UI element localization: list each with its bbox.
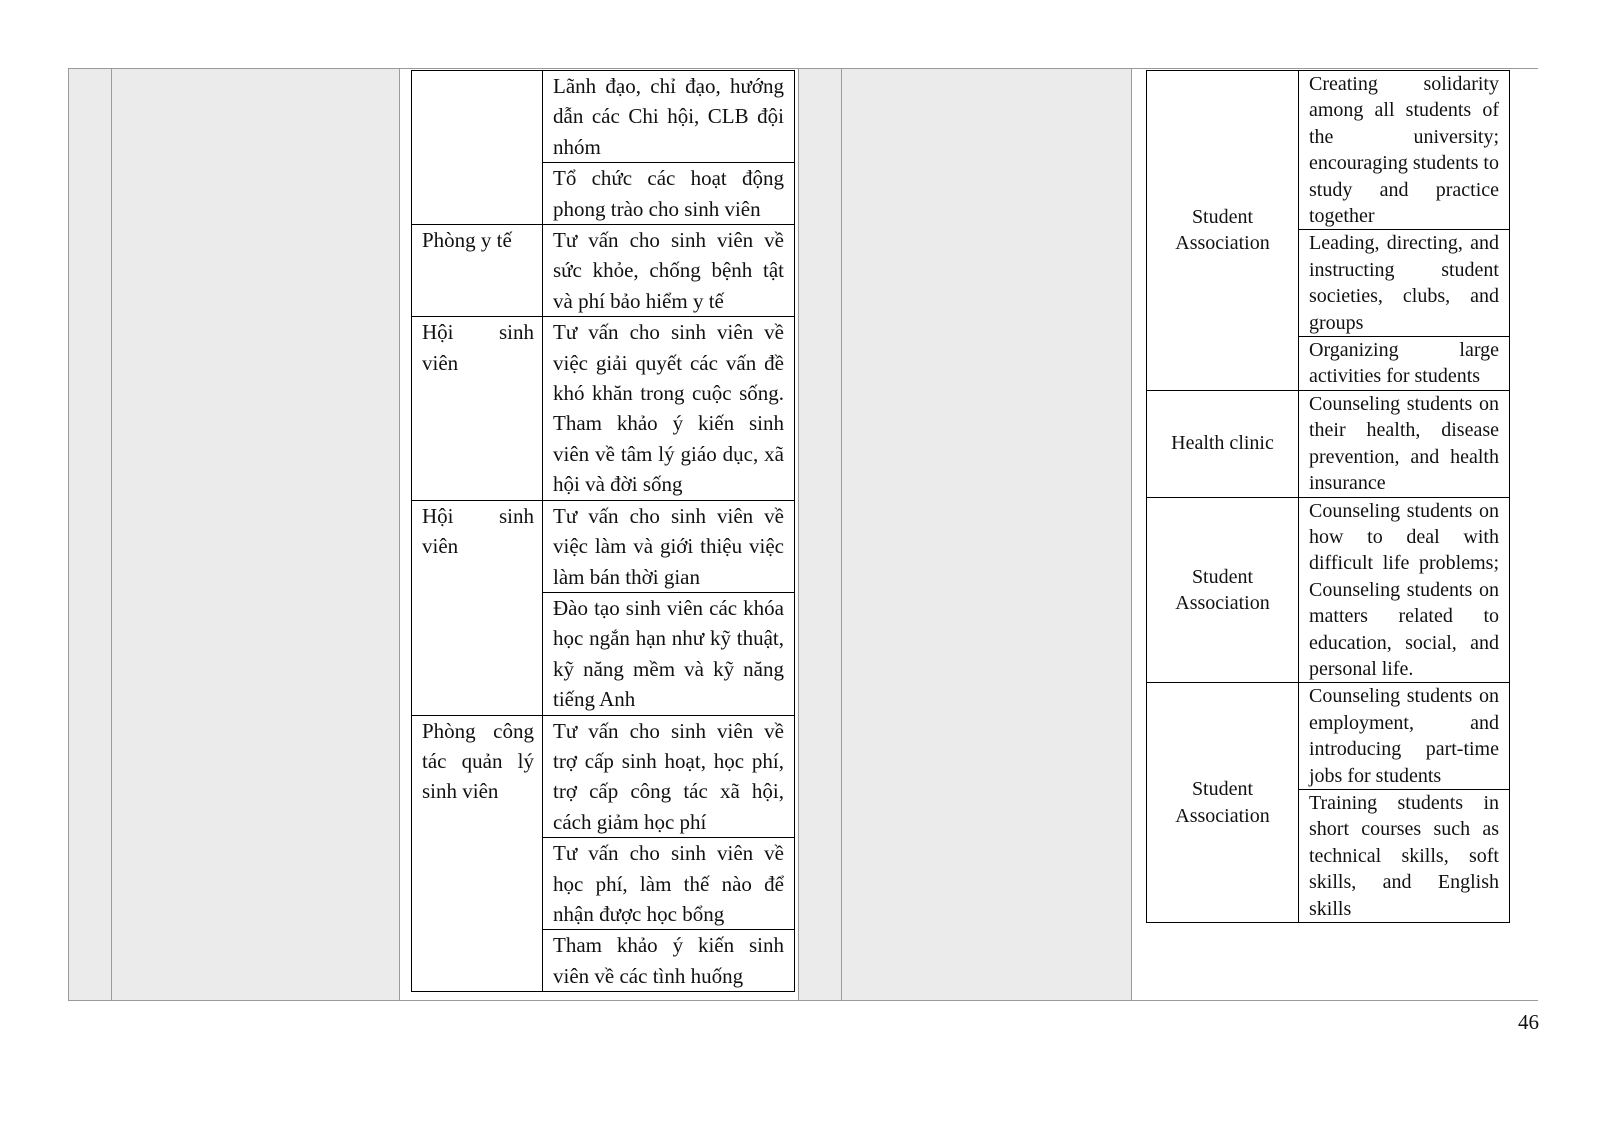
- office-cell: Phòng công tác quản lý sinh viên: [412, 715, 543, 992]
- table-row: [412, 500, 795, 592]
- service-cell: Đào tạo sinh viên các khóa học ngắn hạn như kỹ thuật, kỹ năng mềm và kỹ năng tiếng Anh: [543, 592, 795, 715]
- table-row: [412, 71, 795, 163]
- service-cell: Counseling students on how to deal with difficult life problems; Counseling students on matters related to education, social, and personal life.: [1299, 497, 1510, 683]
- service-cell: Tư vấn cho sinh viên về việc giải quyết các vấn đề khó khăn trong cuộc sống. Tham khảo ý kiến sinh viên về tâm lý giáo dục, xã hội và đời sống: [543, 317, 795, 500]
- office-cell: Student Association: [1147, 497, 1299, 683]
- office-cell: Hội sinh viên: [412, 317, 543, 500]
- service-cell: Organizing large activities for students: [1299, 337, 1510, 391]
- service-cell: Leading, directing, and instructing student societies, clubs, and groups: [1299, 230, 1510, 337]
- service-cell: Counseling students on their health, disease prevention, and health insurance: [1299, 390, 1510, 497]
- table-row: [412, 715, 795, 838]
- grey-column: [842, 69, 1131, 1000]
- service-cell: Tư vấn cho sinh viên về học phí, làm thế nào để nhận được học bổng: [543, 838, 795, 930]
- table-row: [412, 317, 795, 500]
- english-services-table: [1146, 70, 1510, 923]
- table-row: [412, 225, 795, 317]
- page-number: 46: [1518, 1010, 1539, 1034]
- service-cell: Counseling students on employment, and introducing part-time jobs for students: [1299, 683, 1510, 790]
- table-row: [1147, 683, 1510, 790]
- service-cell: Training students in short courses such as technical skills, soft skills, and English skills: [1299, 789, 1510, 922]
- service-cell: Tư vấn cho sinh viên về sức khỏe, chống bệnh tật và phí bảo hiểm y tế: [543, 225, 795, 317]
- office-cell: Student Association: [1147, 71, 1299, 391]
- office-cell: Student Association: [1147, 683, 1299, 923]
- vietnamese-services-table: [411, 70, 795, 992]
- service-cell: Tư vấn cho sinh viên về trợ cấp sinh hoạt, học phí, trợ cấp công tác xã hội, cách giảm học phí: [543, 715, 795, 838]
- service-cell: Tổ chức các hoạt động phong trào cho sinh viên: [543, 163, 795, 225]
- table-row: [1147, 71, 1510, 230]
- service-cell: Lãnh đạo, chỉ đạo, hướng dẫn các Chi hội, CLB đội nhóm: [543, 71, 795, 163]
- grey-column: [799, 69, 841, 1000]
- grey-column: [69, 69, 111, 1000]
- table-row: [1147, 390, 1510, 497]
- service-cell: Tư vấn cho sinh viên về việc làm và giới thiệu việc làm bán thời gian: [543, 500, 795, 592]
- table-row: [1147, 497, 1510, 683]
- service-cell: Creating solidarity among all students of the university; encouraging students to study and practice together: [1299, 71, 1510, 230]
- office-cell: [412, 71, 543, 225]
- office-cell: Health clinic: [1147, 390, 1299, 497]
- service-cell: Tham khảo ý kiến sinh viên về các tình huống: [543, 930, 795, 992]
- office-cell: Phòng y tế: [412, 225, 543, 317]
- grey-column: [112, 69, 399, 1000]
- office-cell: Hội sinh viên: [412, 500, 543, 715]
